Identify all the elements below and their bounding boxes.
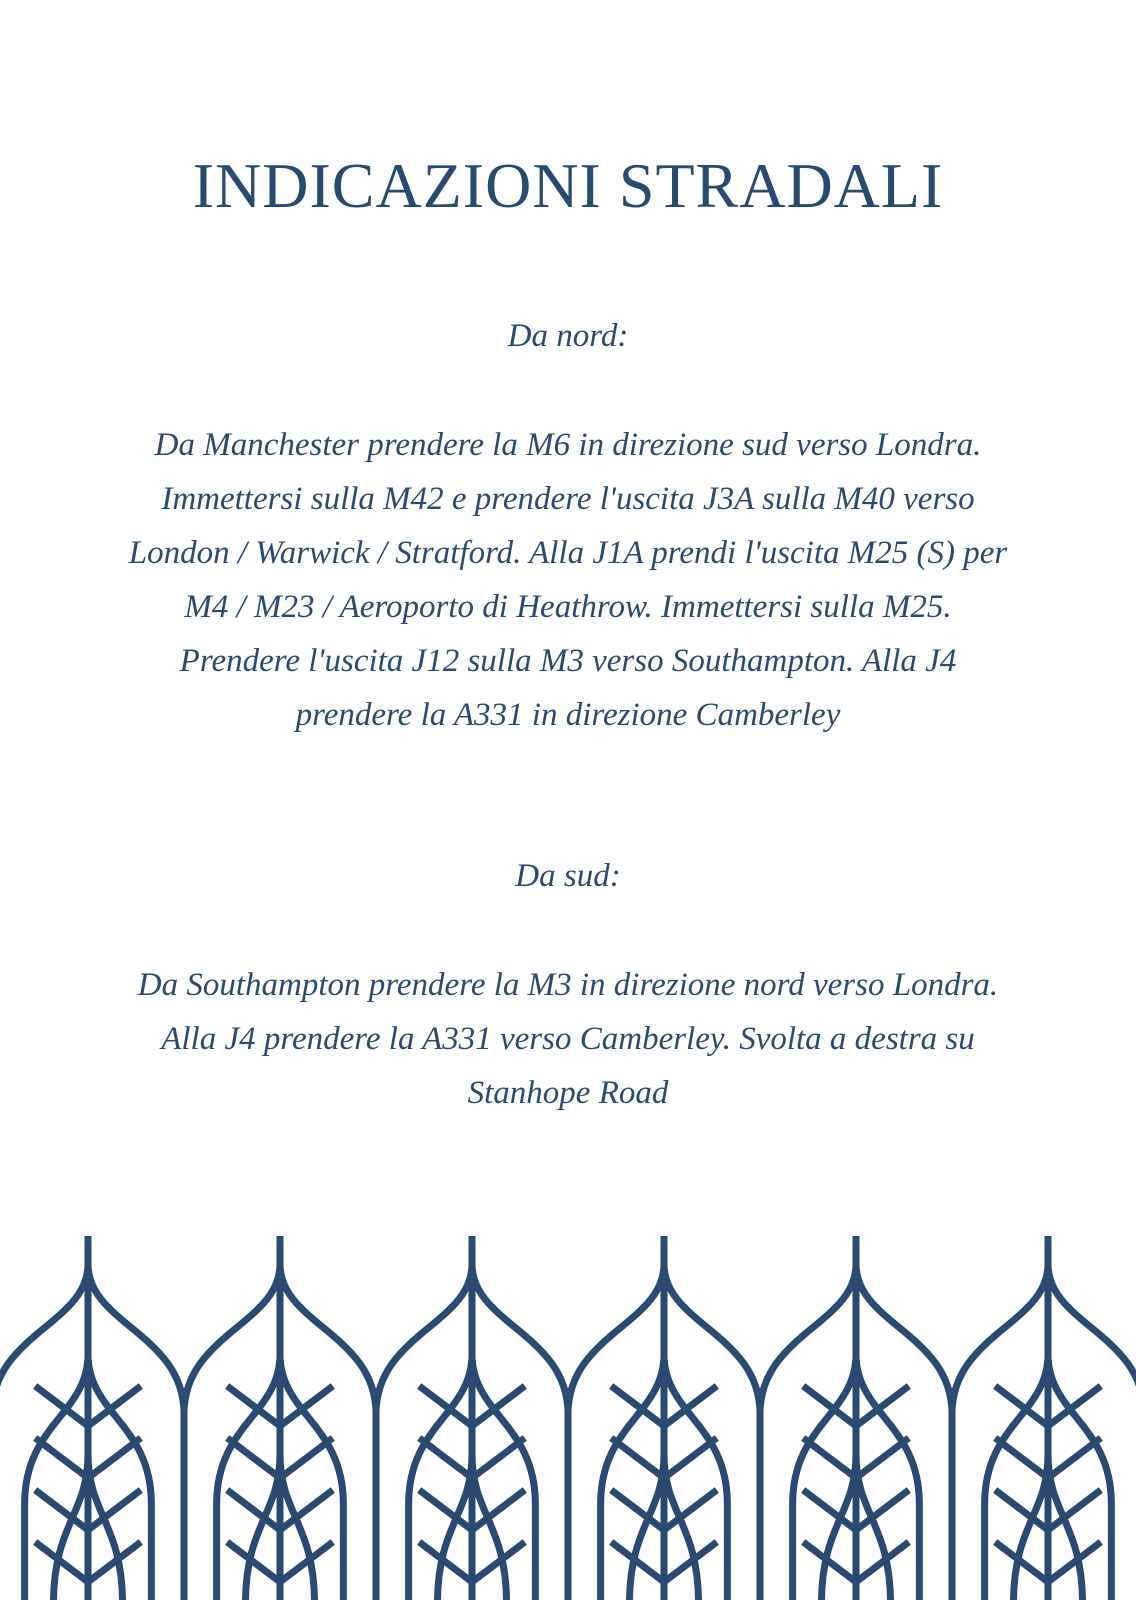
leaf-vein: [419, 1438, 472, 1478]
section-text-south: Da Southampton prendere la M3 in direzione nord verso Londra. Alla J4 prendere la A331 verso Camberley. Svolta a destra su Stanhope Road: [137, 967, 999, 1111]
leaf-vein: [803, 1438, 856, 1478]
leaf-vein: [88, 1438, 141, 1478]
section-heading-north: Da nord:: [507, 318, 629, 354]
leaf-vein: [995, 1438, 1048, 1478]
leaf-vein: [35, 1438, 88, 1478]
leaf-vein: [280, 1438, 333, 1478]
page-title: INDICAZIONI STRADALI: [192, 150, 944, 221]
leaf-vein: [611, 1438, 664, 1478]
leaf-vein: [227, 1438, 280, 1478]
leaf-pattern-decoration: [0, 1236, 1136, 1600]
leaf-vein: [664, 1438, 717, 1478]
leaf-vein: [472, 1438, 525, 1478]
section-text-north: Da Manchester prendere la M6 in direzione sud verso Londra. Immettersi sulla M42 e prendere l'uscita J3A sulla M40 verso London / Warwick / Stratford. Alla J1A prendi l'uscita M25 (S) per M4 / M23 / Aeroporto di Heathrow. Immettersi sulla M25. Prendere l'uscita J12 sulla M3 verso Southampton. Alla J4 prendere la A331 in direzione Camberley: [128, 427, 1008, 733]
leaf-vein: [856, 1438, 909, 1478]
section-heading-south: Da sud:: [515, 858, 621, 894]
leaf-vein: [1048, 1438, 1101, 1478]
